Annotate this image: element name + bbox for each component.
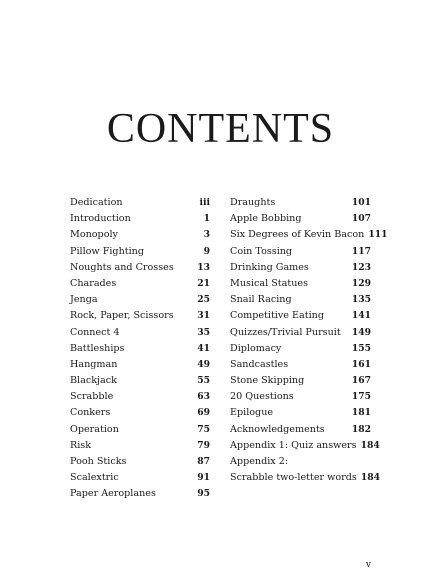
toc-entry-page: 75 [197,423,210,435]
toc-entry-page: 31 [197,310,210,322]
toc-entry-title: Epilogue [230,407,274,419]
toc-entry-title: Rock, Paper, Scissors [70,310,174,322]
toc-entry [230,195,371,211]
toc-entry-title: Jenga [70,294,98,306]
toc-entry [70,227,210,243]
toc-entry-title: Drinking Games [230,261,309,273]
toc-entry-page: 63 [197,391,210,403]
toc-entry [70,341,210,357]
toc-entry [230,227,388,243]
toc-entry [70,373,210,389]
toc-entry [230,341,371,357]
toc-entry-title: Battleships [70,342,125,354]
toc-entry-page: 175 [351,391,371,403]
toc-entry [230,405,371,421]
toc-entry [70,470,210,486]
toc-entry-title: 20 Questions [230,391,294,403]
toc-entry [230,211,371,227]
toc-entry-title: Dedication [70,197,123,208]
toc-entry [230,454,371,470]
toc-entry-page: 117 [351,245,371,257]
toc-entry-page: 123 [351,261,371,273]
toc-entry-page: 9 [203,245,210,257]
toc-entry-page: 129 [351,277,371,289]
toc-entry [70,276,210,292]
page-title: CONTENTS [106,106,335,152]
toc-entry-page: 155 [351,342,371,354]
toc-entry [230,308,371,324]
toc-entry-title: Coin Tossing [230,245,293,257]
toc-entry-title: Hangman [70,358,118,370]
contents-right-column [230,195,388,486]
toc-entry-title: Competitive Eating [230,310,324,322]
toc-entry-page: 161 [351,358,371,370]
toc-entry-title: Diplomacy [230,342,282,354]
toc-entry-title: Scalextric [70,472,119,484]
toc-entry [230,260,371,276]
toc-entry-title: Draughts [230,197,276,208]
toc-entry [70,325,210,341]
toc-entry [230,422,371,438]
toc-entry-page: 101 [351,197,371,208]
toc-entry [70,260,210,276]
toc-entry-page: 95 [197,488,210,500]
toc-entry-page: 35 [197,326,210,338]
toc-entry [70,422,210,438]
toc-entry-title: Monopoly [70,229,118,241]
toc-entry-page: 21 [197,277,210,289]
toc-entry-page: 182 [351,423,371,435]
toc-entry-page: 13 [197,261,210,273]
page-number: v [365,560,371,570]
toc-entry [70,308,210,324]
toc-entry-page: 69 [197,407,210,419]
toc-entry-title: Appendix 2: [230,456,289,467]
toc-entry [230,389,371,405]
toc-entry [230,276,371,292]
toc-entry-title: Appendix 1: Quiz answers [230,439,357,451]
toc-entry-page: 1 [203,213,210,225]
toc-entry-title: Pillow Fighting [70,245,144,257]
toc-entry-title: Scrabble two-letter words [230,472,357,484]
toc-entry-title: Charades [70,277,117,289]
toc-entry-title: Six Degrees of Kevin Bacon [230,229,365,241]
toc-entry-page: 91 [197,472,210,484]
toc-entry-page: 167 [351,375,371,387]
toc-entry-page: 184 [360,439,380,451]
toc-entry-title: Noughts and Crosses [70,261,174,273]
toc-entry-title: Acknowledgements [230,423,325,435]
toc-entry-title: Blackjack [70,375,117,387]
toc-entry [70,438,210,454]
toc-entry-page: 149 [351,326,371,338]
toc-entry [230,357,371,373]
toc-entry-page: 87 [197,456,210,467]
toc-entry-title: Stone Skipping [230,375,305,387]
toc-entry-page: 3 [203,229,210,241]
toc-entry-page: 41 [197,342,210,354]
toc-entry-page: 55 [197,375,210,387]
toc-entry-page: 111 [368,229,388,241]
toc-entry-title: Quizzes/Trivial Pursuit [230,326,341,338]
toc-entry [70,357,210,373]
toc-entry [70,292,210,308]
toc-entry-title: Snail Racing [230,294,292,306]
toc-entry [70,486,210,502]
toc-entry [230,325,371,341]
toc-entry [70,195,210,211]
toc-entry [230,438,380,454]
toc-entry-page: 184 [360,472,381,484]
toc-entry [70,244,210,260]
toc-entry [230,373,371,389]
toc-entry-page: 135 [351,294,371,306]
toc-entry-title: Conkers [70,407,111,419]
contents-left-column [70,195,210,503]
toc-entry-page: iii [199,197,210,208]
toc-entry-title: Connect 4 [70,326,120,338]
toc-entry [70,454,210,470]
toc-entry-page: 181 [351,407,371,419]
toc-entry [230,244,371,260]
toc-entry-title: Apple Bobbing [230,213,302,225]
toc-entry [230,292,371,308]
toc-entry [230,470,381,486]
toc-entry-title: Sandcastles [230,358,289,370]
toc-entry-title: Musical Statues [230,277,308,289]
toc-entry [70,405,210,421]
toc-entry-page: 25 [197,294,210,306]
toc-entry-title: Scrabble [70,391,114,403]
toc-entry-title: Paper Aeroplanes [70,488,156,500]
toc-entry-page: 79 [197,439,210,451]
toc-entry-title: Pooh Sticks [70,456,127,467]
toc-entry-title: Introduction [70,213,131,225]
toc-entry-page: 141 [351,310,371,322]
toc-entry [70,211,210,227]
toc-entry-title: Operation [70,423,119,435]
toc-entry-title: Risk [70,439,92,451]
toc-entry [70,389,210,405]
toc-entry-page: 107 [351,213,371,225]
toc-entry-page: 49 [197,358,210,370]
